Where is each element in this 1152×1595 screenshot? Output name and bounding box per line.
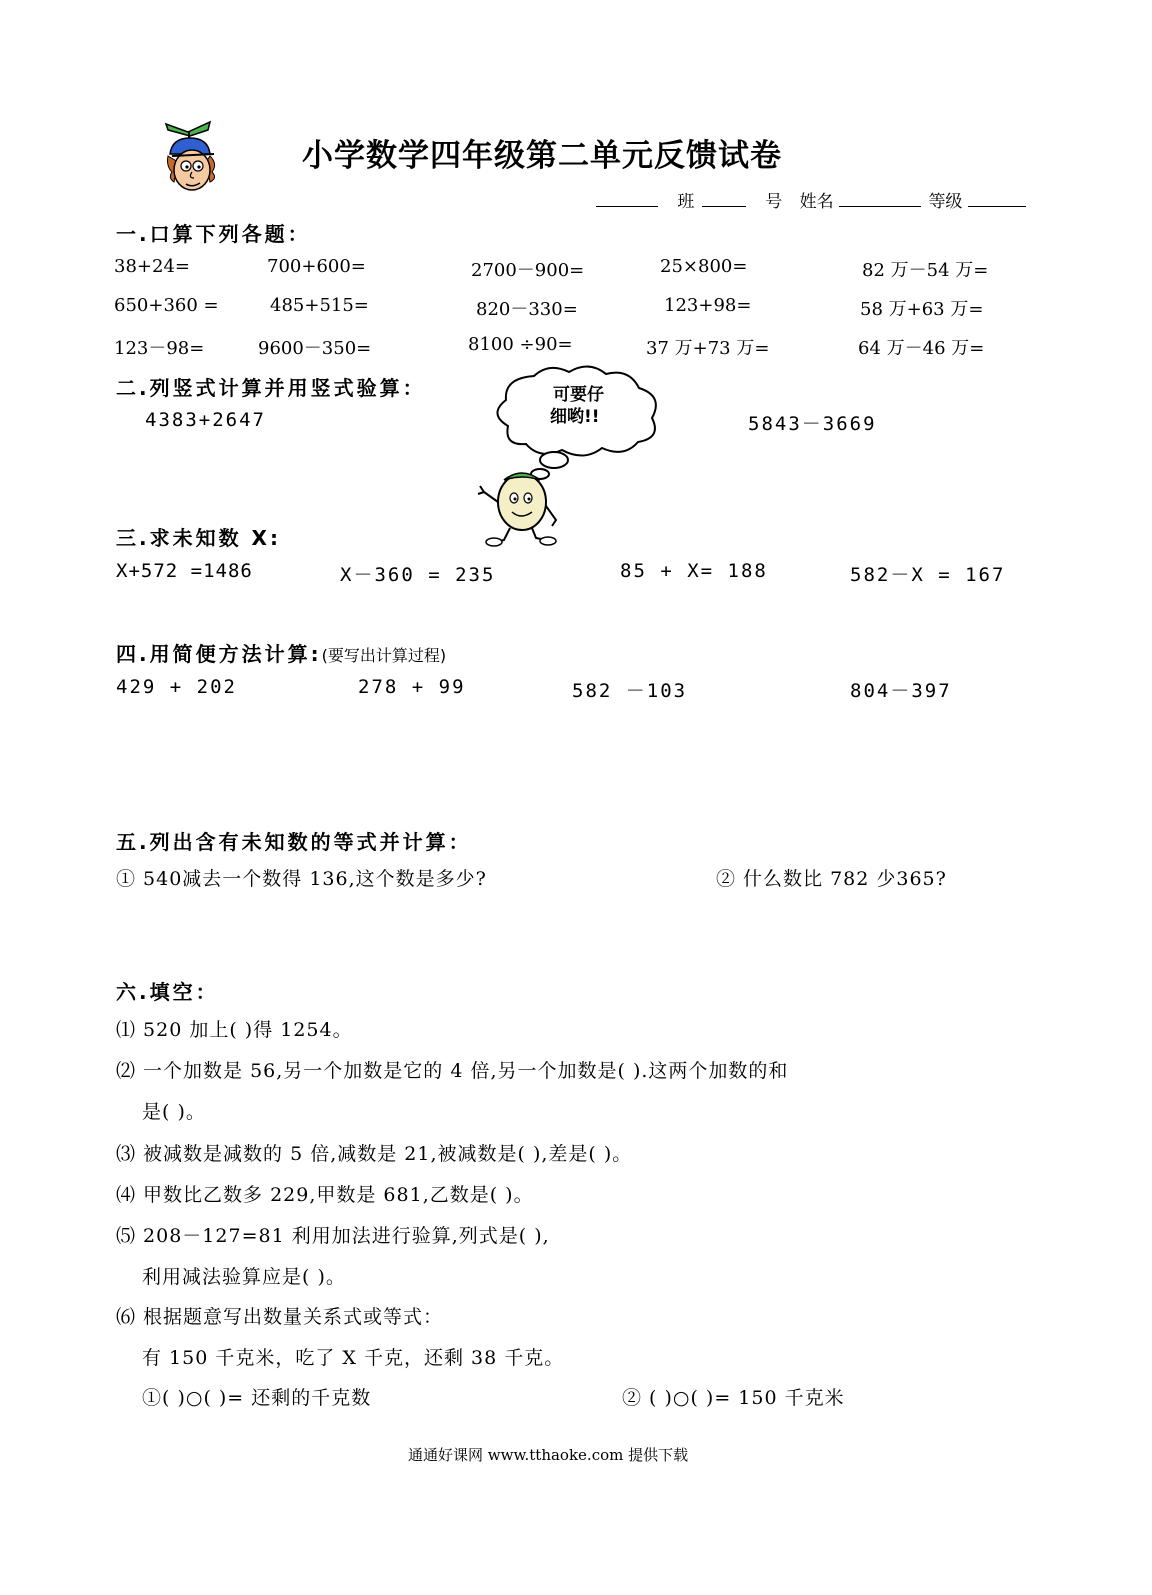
grade-blank[interactable] [968,188,1026,207]
section-6-heading: 六.填空： [116,980,219,1004]
mental-math-item: 37 万+73 万= [646,338,770,359]
fill-blank-6-context: 有 150 千克米，吃了 X 千克，还剩 38 千克。 [142,1347,565,1369]
mental-math-item: 123+98= [664,295,752,316]
number-label: 号 [765,192,783,212]
equation-item: X－360 = 235 [340,564,496,586]
fill-blank-4: ⑷ 甲数比乙数多 229,甲数是 681,乙数是( )。 [116,1184,534,1206]
fill-blank-2a: ⑵ 一个加数是 56,另一个加数是它的 4 倍,另一个加数是( ).这两个加数的和 [116,1060,789,1082]
page-title: 小学数学四年级第二单元反馈试卷 [302,138,782,174]
fill-blank-5a: ⑸ 208－127=81 利用加法进行验算,列式是( ), [116,1225,550,1247]
bubble-text-line2: 细哟!! [550,407,600,427]
student-info-line [596,187,1026,212]
fill-blank-6-expr2: ② ( )○( )= 150 千克米 [622,1387,845,1409]
mental-math-item: 64 万－46 万= [858,338,985,359]
fill-blank-5b: 利用减法验算应是( )。 [142,1266,346,1288]
equation-item: X+572 =1486 [116,560,253,582]
name-label: 姓名 [799,192,834,212]
mental-math-item: 58 万+63 万= [860,299,984,320]
bubble-text-line1: 可要仔 [553,385,604,405]
class-label: 班 [677,192,695,212]
mental-math-item: 650+360 = [114,295,219,316]
section-1-heading: 一.口算下列各题： [116,222,311,246]
fill-blank-1: ⑴ 520 加上( )得 1254。 [116,1019,353,1041]
grade-label: 等级 [928,192,963,212]
mental-math-item: 82 万－54 万= [862,260,989,281]
class-blank[interactable] [596,188,658,207]
section-4-heading [116,638,446,667]
number-blank[interactable] [702,188,746,207]
mental-math-item: 700+600= [267,256,366,277]
fill-blank-3: ⑶ 被减数是减数的 5 倍,减数是 21,被减数是( ),差是( )。 [116,1143,633,1165]
fill-blank-6: ⑹ 根据题意写出数量关系式或等式： [116,1306,444,1328]
vertical-calc-item: 4383+2647 [145,409,266,431]
equation-item: 85 + X= 188 [620,560,768,582]
fill-blank-2b: 是( )。 [142,1101,206,1123]
section-4-title: 四.用简便方法计算: [116,642,322,666]
mental-math-item: 38+24= [114,256,190,277]
simplify-item: 278 + 99 [358,676,466,698]
footer-credit: 通通好课网 www.tthaoke.com 提供下载 [408,1446,689,1464]
vertical-calc-item: 5843－3669 [748,413,877,435]
simplify-item: 804－397 [850,680,952,702]
name-blank[interactable] [839,188,921,207]
mental-math-item: 25×800= [660,256,748,277]
simplify-item: 582 －103 [572,680,688,702]
word-problem-2: ② 什么数比 782 少365? [716,868,947,890]
word-problem-1: ① 540减去一个数得 136,这个数是多少? [116,868,487,890]
simplify-item: 429 + 202 [116,676,237,698]
mental-math-item: 2700－900= [471,260,585,281]
section-3-heading: 三.求未知数 X: [116,526,281,550]
equation-item: 582－X = 167 [850,564,1006,586]
mental-math-item: 485+515= [270,295,369,316]
propeller-boy-icon [158,118,228,196]
section-5-heading: 五.列出含有未知数的等式并计算： [116,830,472,854]
section-4-note: (要写出计算过程) [321,646,447,665]
mental-math-item: 8100 ÷90= [468,334,573,355]
mental-math-item: 123－98= [114,338,205,359]
mental-math-item: 820－330= [476,299,578,320]
section-2-heading: 二.列竖式计算并用竖式验算： [116,376,426,400]
mental-math-item: 9600－350= [258,338,372,359]
fill-blank-6-expr1: ①( )○( )= 还剩的千克数 [142,1387,372,1409]
